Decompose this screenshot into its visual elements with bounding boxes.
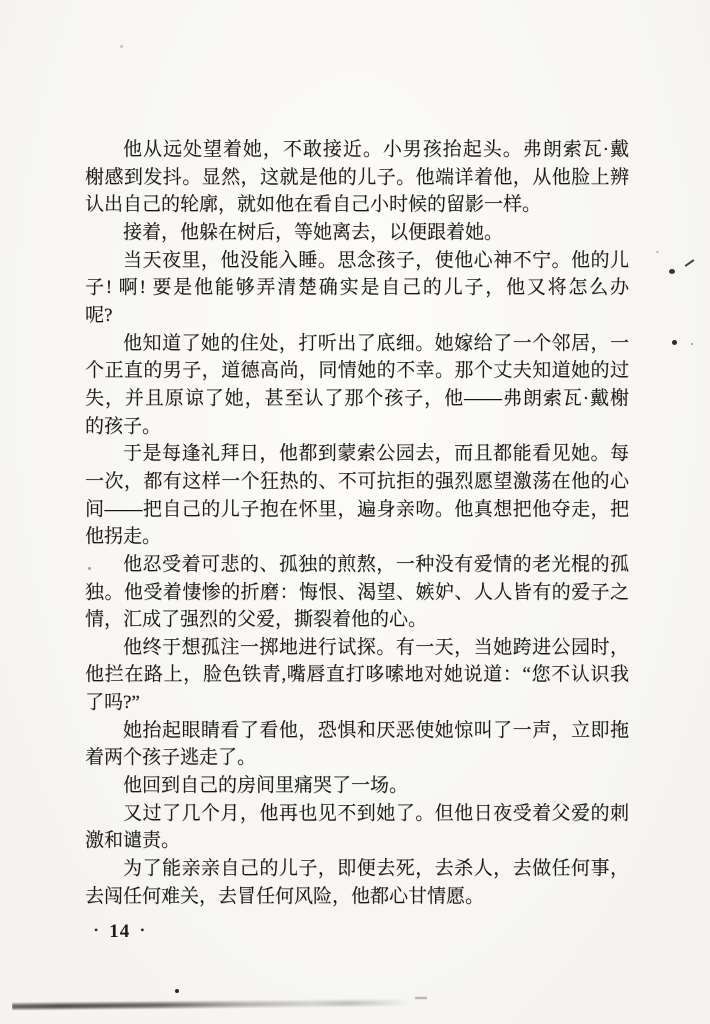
ink-slash-mark	[684, 259, 694, 267]
text-line: 认出自己的轮廓，就如他在看自己小时候的留影一样。	[85, 194, 542, 216]
text-line: 又过了几个月，他再也见不到她了。但他日夜受着父爱的刺	[123, 802, 629, 824]
text-line: 他从远处望着她，不敢接近。小男孩抬起头。弗朗索瓦·戴	[123, 139, 629, 160]
text-line: 她抬起眼睛看了看他，恐惧和厌恶使她惊叫了一声，立即拖	[123, 719, 629, 741]
scan-smudge-tail	[415, 997, 427, 999]
text-line: 的孩子。	[85, 415, 162, 437]
footer-bullet-left: •	[94, 923, 100, 937]
text-line: 接着，他躲在树后，等她离去，以便跟着她。	[123, 221, 504, 243]
text-line: 榭感到发抖。显然，这就是他的儿子。他端详着他，从他脸上辨	[85, 166, 629, 188]
ink-speck	[120, 45, 123, 48]
text-line: 于是每逢礼拜日，他都到蒙索公园去，而且都能看见她。每	[123, 443, 629, 465]
text-line: 子! 啊! 要是他能够弄清楚确实是自己的儿子，他又将怎么办	[85, 277, 629, 299]
text-line: 他回到自己的房间里痛哭了一场。	[123, 775, 409, 797]
ink-speck	[672, 340, 677, 345]
text-line: 了吗?”	[85, 692, 140, 714]
text-line: 为了能亲亲自己的儿子，即便去死，去杀人，去做任何事，	[123, 858, 629, 880]
text-line: 他知道了她的住处，打听出了底细。她嫁给了一个邻居，一	[123, 332, 629, 354]
text-line: 失，并且原谅了她，甚至认了那个孩子，他——弗朗索瓦·戴榭	[85, 387, 629, 409]
text-line: 去闯任何难关，去冒任何风险，他都心甘情愿。	[85, 885, 485, 907]
ink-speck	[656, 251, 659, 253]
text-line: 他终于想孤注一掷地进行试探。有一天，当她跨进公园时，	[123, 636, 629, 658]
scan-smudge-line	[12, 998, 412, 1011]
page-number-value: 14	[109, 921, 131, 942]
text-line: 独。他受着悽惨的折磨：悔恨、渴望、嫉妒、人人皆有的爱子之	[85, 581, 629, 603]
ink-speck	[669, 269, 675, 274]
text-line: 他拦在路上，脸色铁青,嘴唇直打哆嗦地对她说道：“您不认识我	[85, 664, 629, 686]
ink-speck	[691, 343, 693, 345]
ink-speck	[175, 989, 179, 993]
ink-speck	[88, 567, 91, 570]
body-text	[85, 136, 629, 910]
text-line: 激和谴责。	[85, 830, 181, 852]
text-line: 间——把自己的儿子抱在怀里，遍身亲吻。他真想把他夺走，把	[85, 498, 629, 520]
text-line: 情，汇成了强烈的父爱，撕裂着他的心。	[85, 609, 428, 631]
page-number	[94, 921, 145, 943]
text-line: 当天夜里，他没能入睡。思念孩子，使他心神不宁。他的儿	[123, 249, 629, 271]
text-line: 他忍受着可悲的、孤独的煎熬，一种没有爱情的老光棍的孤	[123, 553, 629, 575]
text-line: 着两个孩子逃走了。	[85, 747, 257, 769]
text-line: 呢?	[85, 304, 113, 326]
text-line: 一次，都有这样一个狂热的、不可抗拒的强烈愿望激荡在他的心	[85, 470, 629, 492]
text-line: 个正直的男子，道德高尚，同情她的不幸。那个丈夫知道她的过	[85, 360, 629, 382]
text-line: 他拐走。	[85, 526, 162, 548]
footer-bullet-right: •	[140, 923, 146, 937]
